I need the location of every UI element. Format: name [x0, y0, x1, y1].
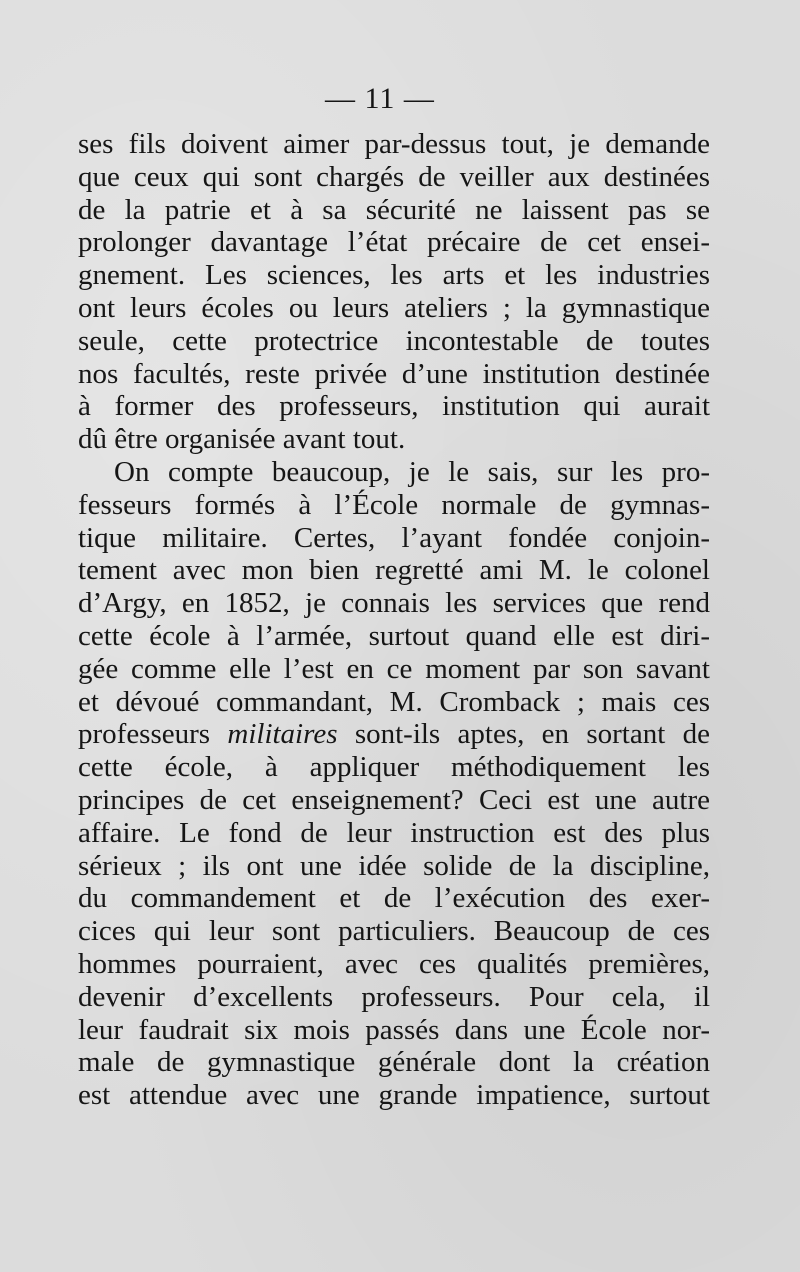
text-line: cices qui leur sont particuliers. Beaucoup de ces — [78, 915, 710, 948]
text-line: prolonger davantage l’état précaire de cet ensei- — [78, 226, 710, 259]
text-line: seule, cette protectrice incontestable de toutes — [78, 324, 710, 357]
text-line: principes de cet enseignement? Ceci est une autre — [78, 783, 710, 816]
text-line: tique militaire. Certes, l’ayant fondée conjoin- — [78, 521, 710, 554]
text-line: gée comme elle l’est en ce moment par son savant — [78, 652, 710, 685]
text-line: fesseurs formés à l’École normale de gymnas- — [78, 488, 710, 521]
text-line: cette école, à appliquer méthodiquement les — [78, 751, 710, 784]
text-line: dû être organisée avant tout. — [78, 423, 406, 456]
text-line: que ceux qui sont chargés de veiller aux destinées — [78, 160, 710, 193]
text-line: de la patrie et à sa sécurité ne laissent pas se — [78, 193, 710, 226]
text-line: ses fils doivent aimer par-dessus tout, je demande — [78, 128, 710, 160]
text-line: gnement. Les sciences, les arts et les industries — [78, 259, 710, 292]
text-line: On compte beaucoup, je le sais, sur les pro- — [114, 455, 710, 488]
text-line: sérieux ; ils ont une idée solide de la discipline, — [78, 849, 710, 882]
page-number: — 11 — — [325, 82, 435, 115]
italic-word: militaires — [227, 718, 338, 751]
text-line: hommes pourraient, avec ces qualités premières, — [78, 947, 710, 980]
text-line — [78, 718, 710, 751]
text-line: male de gymnastique générale dont la création — [78, 1046, 710, 1079]
text-line: et dévoué commandant, M. Cromback ; mais ces — [78, 685, 710, 718]
text-line: d’Argy, en 1852, je connais les services que rend — [78, 587, 710, 620]
text-line: nos facultés, reste privée d’une institution destinée — [78, 357, 710, 390]
text-line: ont leurs écoles ou leurs ateliers ; la gymnastique — [78, 291, 710, 324]
text-line: cette école à l’armée, surtout quand elle est diri- — [78, 619, 710, 652]
body-text — [78, 128, 710, 1112]
text-line: est attendue avec une grande impatience, surtout — [78, 1079, 710, 1112]
text-line: leur faudrait six mois passés dans une École nor- — [78, 1013, 710, 1046]
text-line: affaire. Le fond de leur instruction est des plus — [78, 816, 710, 849]
text-line: du commandement et de l’exécution des exer- — [78, 882, 710, 915]
text-line: devenir d’excellents professeurs. Pour cela, il — [78, 980, 710, 1013]
text-line: tement avec mon bien regretté ami M. le colonel — [78, 554, 710, 587]
text-line: à former des professeurs, institution qui aurait — [78, 390, 710, 423]
text-segment: professeurs — [78, 718, 228, 751]
text-segment: sont-ils aptes, en sortant de — [337, 718, 710, 751]
